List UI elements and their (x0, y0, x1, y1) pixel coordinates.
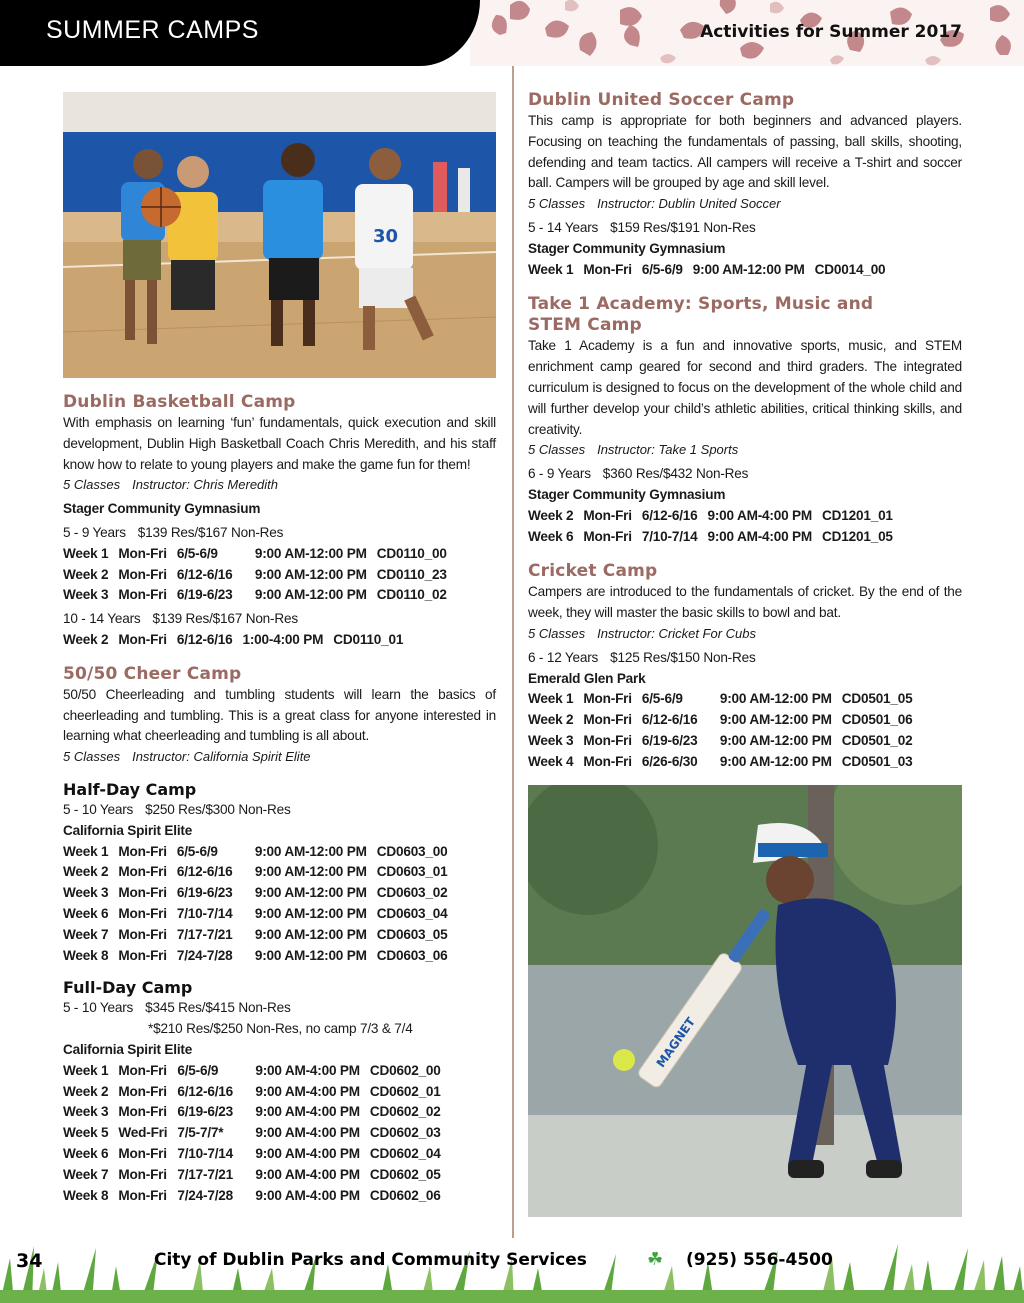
course-code: CD0603_01 (376, 864, 448, 880)
days: Mon-Fri (583, 528, 632, 544)
days: Mon-Fri (118, 545, 167, 561)
time: 9:00 AM-4:00 PM (255, 1187, 360, 1203)
basketball-schedule-5-9 (63, 544, 447, 606)
right-column (528, 90, 962, 1217)
dates: 6/5-6/9 (177, 1062, 219, 1078)
time: 9:00 AM-12:00 PM (254, 864, 367, 880)
time: 9:00 AM-12:00 PM (719, 732, 832, 748)
time: 9:00 AM-4:00 PM (707, 528, 813, 544)
age-fee-line (63, 800, 496, 821)
days: Mon-Fri (118, 926, 167, 942)
jersey-number: 30 (373, 226, 399, 247)
fees: $159 Res/$191 Non-Res (610, 219, 756, 235)
time: 9:00 AM-12:00 PM (254, 947, 367, 963)
basketball-photo (63, 92, 496, 378)
dates: 6/19-6/23 (177, 1104, 234, 1120)
schedule-row (63, 1061, 441, 1082)
time: 9:00 AM-12:00 PM (254, 545, 367, 561)
time: 9:00 AM-12:00 PM (692, 261, 805, 277)
column-divider (512, 66, 514, 1241)
dates: 7/10-7/14 (641, 528, 698, 544)
dates: 6/12-6/16 (176, 631, 233, 647)
time: 9:00 AM-4:00 PM (255, 1125, 360, 1141)
time: 9:00 AM-12:00 PM (719, 753, 832, 769)
take1-camp-meta (528, 440, 962, 461)
dates: 6/12-6/16 (641, 712, 698, 728)
days: Mon-Fri (118, 566, 167, 582)
week: Week 3 (63, 1104, 109, 1120)
left-column (63, 92, 496, 1206)
cricket-camp-meta (528, 624, 962, 645)
cricket-photo (528, 785, 962, 1217)
age-fee-line (528, 464, 962, 485)
days: Mon-Fri (118, 1083, 167, 1099)
fees: $345 Res/$415 Non-Res (145, 1000, 291, 1016)
week: Week 2 (528, 507, 574, 523)
course-code: CD0602_05 (369, 1166, 441, 1182)
week: Week 8 (63, 947, 109, 963)
week: Week 1 (63, 1062, 109, 1078)
soccer-camp-location: Stager Community Gymnasium (528, 240, 726, 256)
cheer-camp-description: 50/50 Cheerleading and tumbling students will learn the basics of cheerleading and tumbling. This is a great class for anyone interested in learning what cheerleading and tumbling is all about. (63, 686, 496, 744)
soccer-camp-description: This camp is appropriate for both beginners and advanced players. Focusing on teaching the fundamentals of passing, ball skills, shooting, defending and team tactics. All campers will receive a T-shirt and soccer ball. Campers will be grouped by age and skill level. (528, 113, 962, 191)
week: Week 6 (63, 905, 109, 921)
schedule-row (63, 1144, 441, 1165)
days: Mon-Fri (118, 1145, 167, 1161)
schedule-row (63, 1165, 441, 1186)
age-fee-line (63, 523, 496, 544)
week: Week 6 (63, 1145, 109, 1161)
course-code: CD0602_06 (369, 1187, 441, 1203)
week: Week 1 (63, 545, 109, 561)
age-range: 5 - 10 Years (63, 1000, 134, 1016)
schedule-row (63, 630, 403, 651)
schedule-row (528, 689, 913, 710)
instructor: Instructor: Chris Meredith (132, 477, 279, 493)
fees: $250 Res/$300 Non-Res (145, 801, 291, 817)
course-code: CD0501_03 (841, 753, 913, 769)
page-header (0, 0, 1024, 66)
time: 9:00 AM-4:00 PM (707, 507, 813, 523)
days: Mon-Fri (118, 1187, 167, 1203)
full-day-schedule (63, 1061, 441, 1207)
course-code: CD0110_02 (376, 587, 447, 603)
take1-schedule (528, 506, 893, 548)
dates: 6/26-6/30 (641, 753, 698, 769)
days: Mon-Fri (118, 1166, 167, 1182)
age-range: 5 - 10 Years (63, 801, 134, 817)
days: Wed-Fri (118, 1125, 168, 1141)
dates: 7/24-7/28 (177, 1187, 234, 1203)
age-fee-line (63, 998, 496, 1019)
schedule-row (63, 1102, 441, 1123)
page-footer (0, 1238, 1024, 1303)
days: Mon-Fri (583, 261, 632, 277)
take1-camp-title (528, 294, 962, 336)
time: 9:00 AM-12:00 PM (254, 905, 367, 921)
dates: 7/17-7/21 (177, 1166, 234, 1182)
days: Mon-Fri (118, 1062, 167, 1078)
days: Mon-Fri (118, 587, 167, 603)
week: Week 3 (63, 587, 109, 603)
dates: 6/12-6/16 (176, 864, 233, 880)
age-fee-line (63, 609, 496, 630)
days: Mon-Fri (118, 905, 167, 921)
course-code: CD0501_02 (841, 732, 913, 748)
basketball-camp-title: Dublin Basketball Camp (63, 392, 296, 412)
time: 9:00 AM-4:00 PM (255, 1104, 360, 1120)
schedule-row (63, 1123, 441, 1144)
dates: 6/19-6/23 (176, 587, 233, 603)
days: Mon-Fri (583, 732, 632, 748)
half-day-schedule (63, 842, 448, 967)
dates: 7/10-7/14 (176, 905, 233, 921)
schedule-row (528, 752, 913, 773)
week: Week 2 (63, 566, 109, 582)
course-code: CD0602_03 (369, 1125, 441, 1141)
schedule-row (63, 925, 448, 946)
basketball-schedule-10-14 (63, 630, 403, 651)
soccer-camp-title: Dublin United Soccer Camp (528, 90, 795, 110)
schedule-row (63, 1082, 441, 1103)
basketball-camp-meta (63, 475, 496, 496)
time: 9:00 AM-12:00 PM (254, 566, 367, 582)
days: Mon-Fri (118, 1104, 167, 1120)
dates: 6/5-6/9 (641, 691, 683, 707)
week: Week 2 (528, 712, 574, 728)
half-day-location: California Spirit Elite (63, 822, 193, 838)
week: Week 2 (63, 1083, 109, 1099)
footer-organization: City of Dublin Parks and Community Services (154, 1250, 587, 1270)
course-code: CD0602_00 (369, 1062, 441, 1078)
course-code: CD1201_05 (822, 528, 893, 544)
time: 9:00 AM-12:00 PM (719, 691, 832, 707)
schedule-row (528, 710, 913, 731)
dates: 6/5-6/9 (176, 545, 218, 561)
soccer-camp-meta (528, 194, 962, 215)
basketball-camp-location: Stager Community Gymnasium (63, 501, 261, 517)
age-fee-line (528, 648, 962, 669)
age-range: 6 - 9 Years (528, 466, 591, 482)
schedule-row (63, 862, 448, 883)
fees: $360 Res/$432 Non-Res (602, 466, 749, 482)
days: Mon-Fri (118, 885, 167, 901)
half-day-camp-title: Half-Day Camp (63, 779, 197, 799)
week: Week 4 (528, 753, 574, 769)
time: 9:00 AM-4:00 PM (255, 1062, 360, 1078)
full-day-fee-note: *$210 Res/$250 Non-Res, no camp 7/3 & 7/4 (148, 1021, 413, 1037)
dates: 7/17-7/21 (176, 926, 233, 942)
week: Week 1 (528, 691, 574, 707)
time: 1:00-4:00 PM (242, 631, 324, 647)
days: Mon-Fri (583, 691, 632, 707)
week: Week 5 (63, 1125, 109, 1141)
schedule-row (63, 565, 447, 586)
take1-title-line1: Take 1 Academy: Sports, Music and (528, 294, 874, 315)
course-code: CD0602_02 (369, 1104, 441, 1120)
soccer-schedule (528, 260, 885, 281)
take1-title-line2: STEM Camp (528, 315, 642, 336)
grass-decoration (0, 1238, 1024, 1303)
classes-count: 5 Classes (528, 196, 586, 212)
days: Mon-Fri (118, 864, 167, 880)
time: 9:00 AM-12:00 PM (254, 587, 367, 603)
age-range: 5 - 9 Years (63, 524, 126, 540)
footer-phone: (925) 556-4500 (686, 1250, 833, 1270)
week: Week 2 (63, 631, 109, 647)
days: Mon-Fri (118, 843, 167, 859)
course-code: CD0501_06 (841, 712, 913, 728)
days: Mon-Fri (118, 947, 167, 963)
age-range: 5 - 14 Years (528, 219, 599, 235)
header-subtitle: Activities for Summer 2017 (700, 22, 962, 42)
cricket-camp-description: Campers are introduced to the fundamentals of cricket. By the end of the week, they will master the basic skills to bowl and bat. (528, 584, 962, 621)
page-number: 34 (16, 1250, 43, 1272)
days: Mon-Fri (583, 507, 632, 523)
schedule-row (63, 1186, 441, 1207)
week: Week 1 (63, 843, 109, 859)
course-code: CD0602_01 (369, 1083, 441, 1099)
schedule-row (528, 731, 913, 752)
cricket-camp-title: Cricket Camp (528, 561, 658, 582)
basketball-camp-description: With emphasis on learning ‘fun’ fundamentals, quick execution and skill development, Dublin High Basketball Coach Chris Meredith, and his staff know how to relate to young players and make the game fun for them! (63, 415, 496, 472)
instructor: Instructor: Cricket For Cubs (597, 625, 757, 641)
fees: $139 Res/$167 Non-Res (137, 524, 284, 540)
schedule-row (63, 544, 447, 565)
schedule-row (63, 883, 448, 904)
week: Week 7 (63, 1166, 109, 1182)
clover-icon: ☘ (647, 1249, 664, 1269)
age-range: 10 - 14 Years (63, 611, 141, 627)
course-code: CD0110_01 (333, 631, 404, 647)
time: 9:00 AM-12:00 PM (719, 712, 832, 728)
week: Week 8 (63, 1187, 109, 1203)
course-code: CD1201_01 (822, 507, 893, 523)
classes-count: 5 Classes (528, 442, 586, 458)
full-day-camp-title: Full-Day Camp (63, 978, 193, 998)
dates: 6/12-6/16 (176, 566, 233, 582)
course-code: CD0602_04 (369, 1145, 441, 1161)
instructor: Instructor: Take 1 Sports (597, 442, 739, 458)
week: Week 6 (528, 528, 574, 544)
fees: $125 Res/$150 Non-Res (610, 649, 756, 665)
dates: 7/5-7/7* (177, 1125, 224, 1141)
dates: 6/12-6/16 (641, 507, 698, 523)
schedule-row (63, 946, 448, 967)
time: 9:00 AM-12:00 PM (254, 843, 367, 859)
cheer-camp-title: 50/50 Cheer Camp (63, 663, 242, 684)
course-code: CD0603_04 (376, 905, 448, 921)
dates: 6/5-6/9 (641, 261, 683, 277)
full-day-location: California Spirit Elite (63, 1041, 193, 1057)
schedule-row (528, 527, 893, 548)
bat-brand: MAGNET (653, 1014, 699, 1070)
classes-count: 5 Classes (528, 625, 586, 641)
time: 9:00 AM-12:00 PM (254, 885, 367, 901)
week: Week 7 (63, 926, 109, 942)
days: Mon-Fri (583, 712, 632, 728)
week: Week 3 (63, 885, 109, 901)
course-code: CD0603_00 (376, 843, 448, 859)
time: 9:00 AM-4:00 PM (255, 1083, 360, 1099)
course-code: CD0110_23 (376, 566, 447, 582)
dates: 6/5-6/9 (176, 843, 218, 859)
time: 9:00 AM-4:00 PM (255, 1145, 360, 1161)
schedule-row (63, 904, 448, 925)
cheer-camp-meta (63, 747, 496, 768)
schedule-row (63, 842, 448, 863)
course-code: CD0014_00 (814, 261, 886, 277)
take1-camp-location: Stager Community Gymnasium (528, 486, 726, 502)
course-code: CD0110_00 (376, 545, 447, 561)
schedule-row (63, 585, 447, 606)
week: Week 1 (528, 261, 574, 277)
days: Mon-Fri (583, 753, 632, 769)
schedule-row (528, 260, 885, 281)
course-code: CD0603_02 (376, 885, 448, 901)
age-fee-line (528, 218, 962, 239)
course-code: CD0603_06 (376, 947, 448, 963)
dates: 6/19-6/23 (176, 885, 233, 901)
schedule-row (528, 506, 893, 527)
classes-count: 5 Classes (63, 477, 121, 493)
dates: 6/19-6/23 (641, 732, 698, 748)
course-code: CD0603_05 (376, 926, 448, 942)
dates: 7/10-7/14 (177, 1145, 234, 1161)
dates: 6/12-6/16 (177, 1083, 234, 1099)
age-range: 6 - 12 Years (528, 649, 599, 665)
time: 9:00 AM-4:00 PM (255, 1166, 360, 1182)
dates: 7/24-7/28 (176, 947, 233, 963)
cricket-schedule (528, 689, 913, 772)
section-title: SUMMER CAMPS (46, 16, 259, 44)
instructor: Instructor: California Spirit Elite (132, 749, 311, 765)
week: Week 2 (63, 864, 109, 880)
course-code: CD0501_05 (841, 691, 913, 707)
days: Mon-Fri (118, 631, 167, 647)
fees: $139 Res/$167 Non-Res (152, 611, 298, 627)
instructor: Instructor: Dublin United Soccer (597, 196, 781, 212)
time: 9:00 AM-12:00 PM (254, 926, 367, 942)
take1-camp-description: Take 1 Academy is a fun and innovative sports, music, and STEM enrichment camp geared for second and third graders. The integrated curriculum is designed to focus on the development of the whole child and will further develop your child’s athletic abilities, critical thinking skills, and creativity. (528, 338, 962, 437)
cricket-camp-location: Emerald Glen Park (528, 670, 646, 686)
week: Week 3 (528, 732, 574, 748)
classes-count: 5 Classes (63, 749, 121, 765)
